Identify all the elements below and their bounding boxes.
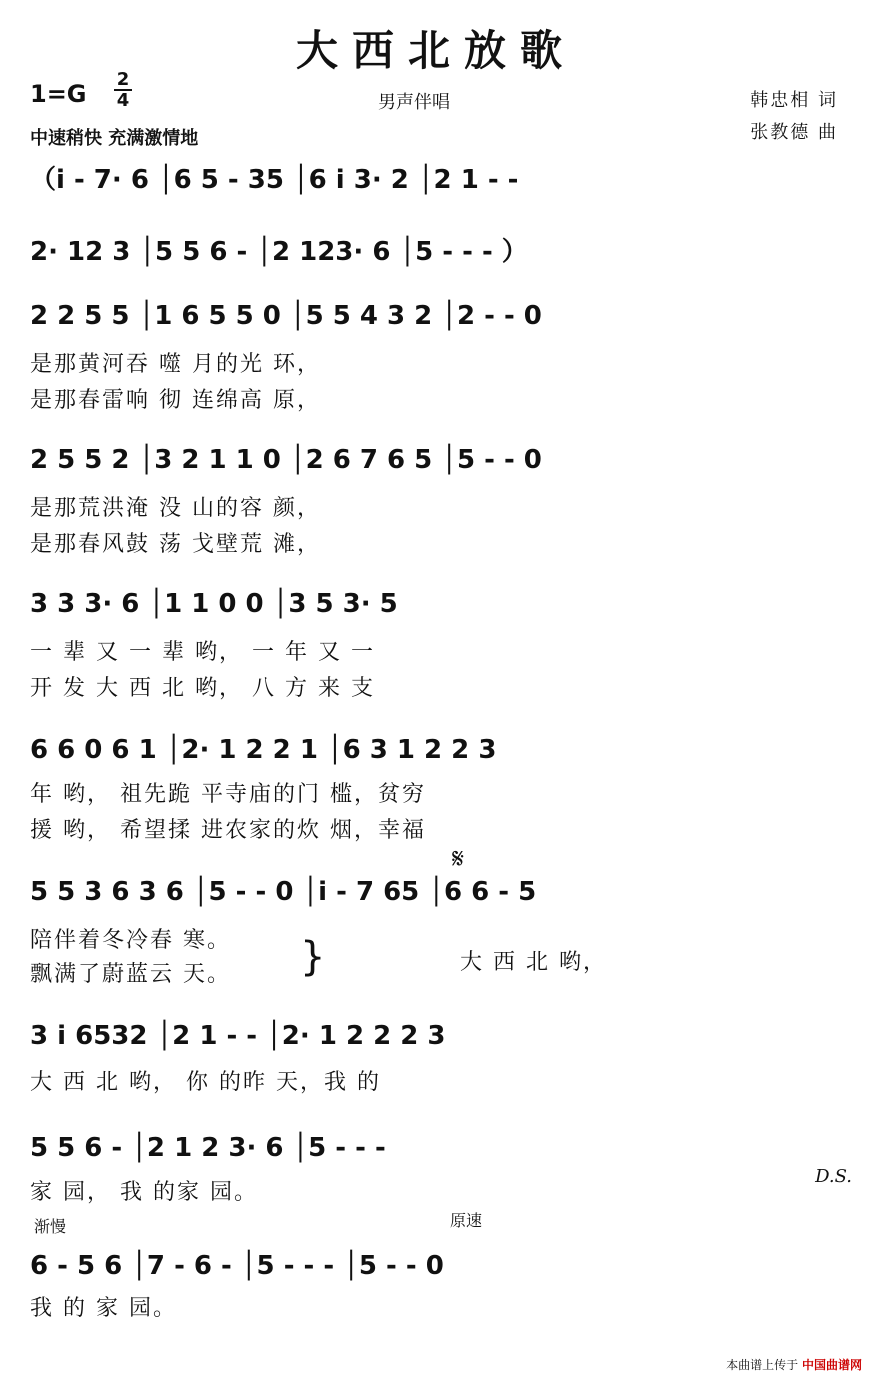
lyric-row-3-verse-2: 是那春雷响 彻 连绵高 原， xyxy=(30,388,321,413)
lyric-row-8: 大 西 北 哟， 你 的昨 天，我 的 xyxy=(30,1070,381,1095)
composer: 张教德 曲 xyxy=(750,122,838,143)
lyric-row-6-verse-1: 年 哟， 祖先跪 平寺庙的门 槛，贫穷 xyxy=(30,782,426,807)
notes-row-9: 5 5 6 - │2 1 2 3· 6 │5 - - - xyxy=(30,1133,386,1163)
staff-row-5 xyxy=(30,584,840,644)
lyricist: 韩忠相 词 xyxy=(750,90,838,111)
time-sig-bottom: 4 xyxy=(116,90,130,111)
notes-row-4: 2 5 5 2 │3 2 1 1 0 │2 6 7 6 5 │5 - - 0 xyxy=(30,445,542,475)
a-tempo-marking: 原速 xyxy=(450,1211,483,1230)
notes-row-2: 2· 12 3 │5 5 6 - │2 123· 6 │5 - - - ） xyxy=(30,237,528,267)
lyric-row-6-verse-2: 援 哟， 希望揉 进农家的炊 烟，幸福 xyxy=(30,818,426,843)
lyric-row-4-verse-1: 是那荒洪淹 没 山的容 颜， xyxy=(30,496,321,521)
lyric-row-3-verse-1: 是那黄河吞 噬 月的光 环， xyxy=(30,352,321,377)
lyric-row-10: 我 的 家 园。 xyxy=(30,1296,177,1321)
footer-text: 本曲谱上传于 xyxy=(726,1358,799,1372)
staff-row-2 xyxy=(30,232,840,292)
segno-sign: 𝄋 xyxy=(452,842,465,875)
lyric-row-9: 家 园， 我 的家 园。 xyxy=(30,1180,258,1205)
notes-row-10: 6 - 5 6 │7 - 6 - │5 - - - │5 - - 0 xyxy=(30,1251,444,1281)
lyric-row-4-verse-2: 是那春风鼓 荡 戈壁荒 滩， xyxy=(30,532,321,557)
side-lyric: 大 西 北 哟， xyxy=(460,950,607,975)
staff-row-8 xyxy=(30,1016,840,1076)
footer xyxy=(726,1356,862,1373)
notes-row-8: 3 i 6532 │2 1 - - │2· 1 2 2 2 3 xyxy=(30,1021,446,1051)
staff-row-7 xyxy=(30,872,840,932)
verse-brace: } xyxy=(300,934,326,980)
notes-row-5: 3 3 3· 6 │1 1 0 0 │3 5 3· 5 xyxy=(30,589,398,619)
lyric-row-7-verse-1: 陪伴着冬冷春 寒。 xyxy=(30,928,231,953)
ds-marking: D.S. xyxy=(815,1166,852,1187)
staff-row-1 xyxy=(30,160,840,220)
footer-site-logo: 中国曲谱网 xyxy=(801,1358,862,1372)
time-sig-top: 2 xyxy=(116,69,130,90)
song-title: 大西北放歌 xyxy=(295,26,576,75)
lyric-row-5-verse-2: 开 发 大 西 北 哟， 八 方 来 支 xyxy=(30,676,375,701)
performance-note: 男声伴唱 xyxy=(378,92,450,113)
staff-row-6 xyxy=(30,730,840,790)
lyric-row-5-verse-1: 一 辈 又 一 辈 哟， 一 年 又 一 xyxy=(30,640,375,665)
notes-row-3: 2 2 5 5 │1 6 5 5 0 │5 5 4 3 2 │2 - - 0 xyxy=(30,301,542,331)
key-signature: 1=G xyxy=(30,80,87,108)
time-signature xyxy=(114,70,132,110)
tempo-marking: 中速稍快 充满激情地 xyxy=(30,128,199,149)
notes-row-6: 6 6 0 6 1 │2· 1 2 2 1 │6 3 1 2 2 3 xyxy=(30,735,497,765)
notes-row-1: （i - 7· 6 │6 5 - 35 │6 i 3· 2 │2 1 - - xyxy=(30,165,519,195)
notes-row-7: 5 5 3 6 3 6 │5 - - 0 │i - 7 65 │6 6 - 5 xyxy=(30,877,537,907)
staff-row-9 xyxy=(30,1128,840,1188)
staff-row-4 xyxy=(30,440,840,500)
lyric-row-7-verse-2: 飘满了蔚蓝云 天。 xyxy=(30,962,231,987)
ritardando-marking: 渐慢 xyxy=(34,1217,67,1236)
staff-row-3 xyxy=(30,296,840,356)
